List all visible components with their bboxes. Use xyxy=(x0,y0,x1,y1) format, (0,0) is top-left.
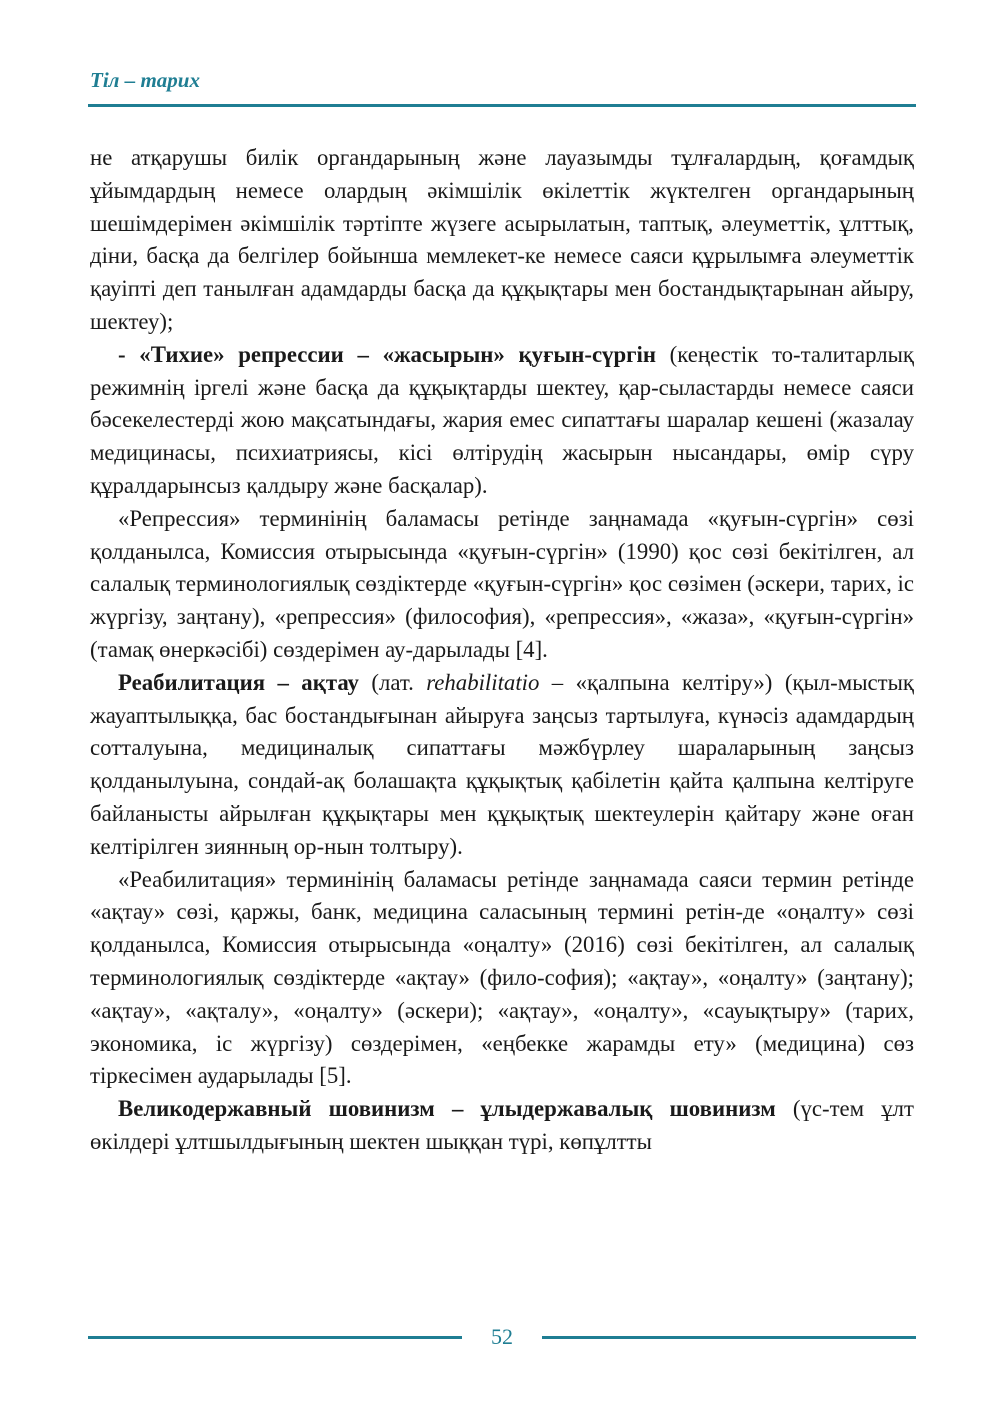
term-reabilitatsiya: Реабилитация – ақтау xyxy=(118,669,359,695)
footer-divider-right xyxy=(542,1336,916,1339)
paragraph-4-text-b: – «қалпына келтіру») (қыл-мыстық жауаптылыққа, бас бостандығынан айыруға заңсыз тартылуға, күнәсіз адамдардың сотталуына, медициналық сипаттағы мәжбүрлеу шараларының заңсыз қолданылуына, сондай-ақ болашақта құқықтық қабілетін қайта қалпына келтіруге байланысты айрылған құқықтары мен құқықтық шектеулерін қайтару және оған келтірілген зиянның ор-нын толтыру). xyxy=(90,669,914,859)
paragraph-1: не атқарушы билік органдарының және лауазымды тұлғалардың, қоғамдық ұйымдардың немесе олардың әкімшілік өкілеттік жүктелген органдарының шешімдерімен әкімшілік тәртіпте жүзеге асырылатын, таптық, әлеуметтік, ұлттық, діни, басқа да белгілер бойынша мемлекет-ке немесе саяси құрылымға әлеуметтік қауіпті деп танылған адамдарды басқа да құқықтары мен бостандықтарынан айыру, шектеу); xyxy=(90,145,914,334)
page-body xyxy=(90,142,914,1159)
footer-divider-left xyxy=(88,1336,462,1339)
running-header-title: Тіл – тарих xyxy=(90,68,200,92)
paragraph-2 xyxy=(90,339,914,503)
term-velikoderzhavny-shovinizm: Великодержавный шовинизм – ұлыдержавалық шовинизм xyxy=(118,1096,776,1122)
latin-term: rehabilitatio xyxy=(426,669,540,695)
header-divider xyxy=(88,104,916,107)
paragraph-4 xyxy=(90,667,914,864)
paragraph-4-text-a: (лат. xyxy=(358,669,427,695)
paragraph-3: «Репрессия» терминінің баламасы ретінде заңнамада «қуғын-сүргін» сөзі қолданылса, Комиссия отырысында «қуғын-сүргін» (1990) қос сөзі бекітілген, ал салалық терминологиялық сөздіктерде «қуғын-сүргін» қос сөзімен (әскери, тарих, іс жүргізу, заңтану), «репрессия» (философия), «репрессия», «жаза», «қуғын-сүргін» (тамақ өнеркәсібі) сөздерімен ау-дарылады [4]. xyxy=(90,505,914,662)
page-number: 52 xyxy=(491,1324,513,1349)
paragraph-2-text: (кеңестік то-талитарлық режимнің іргелі және басқа да құқықтарды шектеу, қар-сыластарды немесе саяси бәсекелестерді жою мақсатындағы, жария емес сипаттағы шаралар кешені (жазалау медицинасы, психиатриясы, кісі өлтірудің жасырын нысандары, өмір сүру құралдарынсыз қалдыру және басқалар). xyxy=(90,341,914,498)
paragraph-6-text: (үс-тем ұлт өкілдері ұлтшылдығының шектен шыққан түрі, көпұлтты xyxy=(90,1096,914,1154)
term-tikhie-repressii: - «Тихие» репрессии – «жасырын» қуғын-сүргін xyxy=(118,341,656,367)
paragraph-5: «Реабилитация» терминінің баламасы ретінде заңнамада саяси термин ретінде «ақтау» сөзі, қаржы, банк, медицина саласының термині ретін-де «оңалту» сөзі қолданылса, Комиссия отырысында «оңалту» (2016) сөзі бекітілген, ал салалық терминологиялық сөздіктерде «ақтау» (фило-софия); «ақтау», «оңалту» (заңтану); «ақтау», «ақталу», «оңалту» (әскери); «ақтау», «оңалту», «сауықтыру» (тарих, экономика, іс жүргізу) сөздерімен, «еңбекке жарамды ету» (медицина) сөз тіркесімен аударылады [5]. xyxy=(90,866,914,1089)
paragraph-6 xyxy=(90,1093,914,1159)
